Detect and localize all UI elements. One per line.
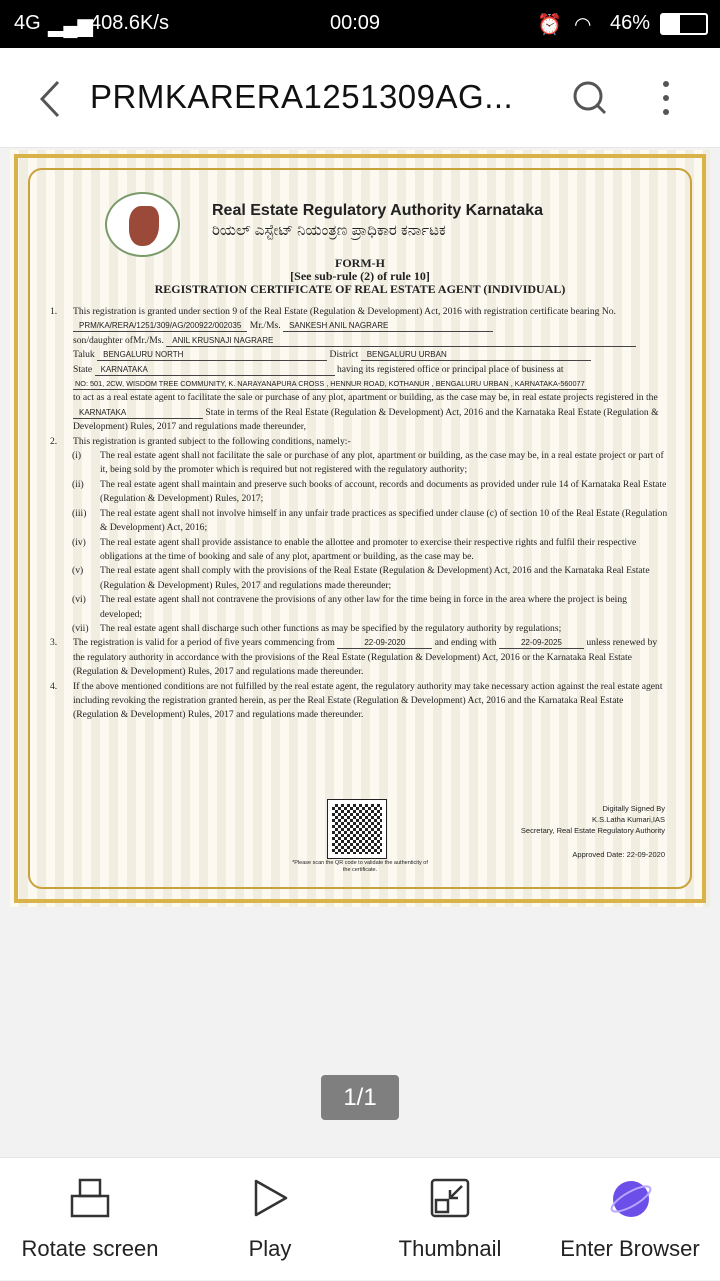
- agent-name: SANKESH ANIL NAGRARE: [283, 320, 493, 332]
- district: BENGALURU URBAN: [361, 349, 591, 361]
- label: son/daughter ofMr./Ms.: [73, 334, 164, 346]
- condition-text: The real estate agent shall provide assistance to enable the allottee and promoter to exercise their respective rights and fulfil their respective obligations at the time of booking and sale of any plot, apartment or building, as the case may be.: [100, 536, 637, 562]
- clause-4: 4. If the above mentioned conditions are not fulfilled by the real estate agent, the regulatory authority may take necessary action against the real estate agent including revoking the registration granted herein, as per the Real Estate (Regulation & Development) Act, 2016 and the Karnataka Real Estate (Regulation & Development) Rules, 2017 and regulations made thereunder.: [50, 680, 663, 721]
- condition-ii: [50, 478, 670, 507]
- condition-text: The real estate agent shall maintain and preserve such books of account, records and documents as provided under rule 14 of Karnataka Real Estate (Regulation & Development) Rules, 2017;: [100, 478, 667, 505]
- taluk: BENGALURU NORTH: [97, 349, 327, 361]
- clock: 00:09: [330, 12, 381, 34]
- condition-text: The real estate agent shall not involve himself in any unfair trade practices as specified under clause (c) of section 10 of the Real Estate (Regulation & Development) Act, 2016;: [100, 507, 668, 534]
- condition-iv: [50, 536, 670, 565]
- play-icon: [250, 1178, 290, 1218]
- qr-code: [328, 800, 386, 858]
- clause-text: If the above mentioned conditions are not fulfilled by the real estate agent, the regulatory authority may take necessary action against the real estate agent including revoking the registration granted herein, as per the Real Estate (Regulation & Development) Act, 2016 and the Karnataka Real Estate (Regulation & Development) Rules, 2017 and regulations made thereunder.: [73, 680, 663, 721]
- signer-name: K.S.Latha Kumari,IAS: [592, 815, 665, 824]
- condition-vi: [50, 593, 670, 622]
- condition-number: (vi): [72, 594, 86, 606]
- signature-block: [521, 803, 665, 836]
- thumbnail-icon: [430, 1178, 470, 1218]
- search-icon[interactable]: [572, 80, 608, 116]
- registered-state: KARNATAKA: [73, 407, 203, 419]
- authority-name: Real Estate Regulatory Authority Karnataka: [212, 202, 544, 219]
- clause-text: to act as a real estate agent to facilitate the sale or purchase of any plot, apartment or building, as the case may be, in real estate projects registered in the: [73, 392, 658, 404]
- condition-number: (v): [72, 565, 84, 577]
- condition-text: The real estate agent shall discharge such other functions as may be specified by the regulatory authority by regulations;: [100, 622, 562, 634]
- rotate-screen-button[interactable]: [0, 1158, 180, 1281]
- certificate-heading: REGISTRATION CERTIFICATE OF REAL ESTATE AGENT (INDIVIDUAL): [154, 282, 566, 296]
- rotate-screen-label: Rotate screen: [21, 1236, 159, 1261]
- bottom-toolbar: [0, 1157, 720, 1280]
- app-bar: [0, 48, 720, 148]
- network-speed: 408.6K/s: [90, 12, 169, 34]
- clause-text: unless renewed by the regulatory authority in accordance with the provisions of the Real Estate (Regulation & Development) Act, 2016 or the Karnataka Real Estate (Regulation & Development) Rules, 2017 and regulations made thereunder.: [73, 637, 658, 678]
- condition-number: (ii): [72, 478, 84, 490]
- condition-number: (iii): [72, 507, 87, 519]
- approved-date: Approved Date: 22-09-2020: [572, 850, 665, 859]
- qr-note: *Please scan the QR code to validate the authenticity of the certificate.: [292, 860, 428, 873]
- state: KARNATAKA: [95, 364, 335, 376]
- form-title: FORM-H: [335, 256, 385, 270]
- wifi-icon: ◠: [574, 14, 592, 36]
- condition-text: The real estate agent shall not facilitate the sale or purchase of any plot, apartment or building, as the case may be, in a real estate project or part of it, being sold by the promoter which is required but not registered with the regulatory authority;: [100, 450, 664, 476]
- condition-iii: [50, 507, 670, 536]
- label: State: [73, 363, 93, 375]
- thumbnail-button[interactable]: [360, 1158, 540, 1281]
- label: District: [329, 349, 359, 361]
- business-address: NO: 501, 2CW, WISDOM TREE COMMUNITY, K. NARAYANAPURA CROSS , HENNUR ROAD, KOTHANUR , BENGALURU URBAN , KARNATAKA-560077: [75, 379, 585, 389]
- document-title: PRMKARERA1251309AG...: [90, 78, 514, 115]
- clause-2: 2. This registration is granted subject to the following conditions, namely:-: [50, 435, 351, 447]
- clause-text: This registration is granted subject to the following conditions, namely:-: [73, 435, 351, 447]
- clause-3: 3. The registration is valid for a period of five years commencing from 22-09-2020 and ending with 22-09-2025 unless renewed by the regulatory authority in accordance with the provisions of the Real Estate (Regulation & Development) Act, 2016 or the Karnataka Real Estate (Regulation & Development) Rules, 2017 and regulations made thereunder.: [50, 637, 658, 678]
- authority-name-kannada: ರಿಯಲ್ ಎಸ್ಟೇಟ್ ನಿಯಂತ್ರಣ ಪ್ರಾಧಿಕಾರ ಕರ್ನಾಟಕ: [212, 222, 446, 239]
- play-button[interactable]: [180, 1158, 360, 1281]
- enter-browser-button[interactable]: [540, 1158, 720, 1281]
- condition-i: [50, 449, 670, 478]
- form-rule: [See sub-rule (2) of rule 10]: [290, 269, 430, 283]
- valid-from: 22-09-2020: [337, 637, 432, 649]
- condition-number: (iv): [72, 536, 86, 548]
- thumbnail-label: Thumbnail: [398, 1236, 502, 1261]
- play-label: Play: [248, 1236, 292, 1261]
- alarm-icon: ⏰: [537, 14, 562, 36]
- condition-text: The real estate agent shall not contravene the provisions of any other law for the time being in force in the area where the project is being developed;: [100, 594, 627, 620]
- registration-number: PRM/KA/RERA/1251/309/AG/200922/002035: [73, 320, 247, 332]
- signed-by: Digitally Signed By: [602, 804, 665, 813]
- condition-v: [50, 564, 670, 593]
- certificate-body: [50, 305, 670, 723]
- signer-title: Secretary, Real Estate Regulatory Authority: [520, 826, 665, 835]
- clause-text: The registration is valid for a period of five years commencing from: [73, 637, 335, 649]
- clause-text: and ending with: [434, 637, 497, 649]
- battery-icon: [660, 13, 708, 35]
- battery-percent: 46%: [610, 12, 651, 34]
- label: having its registered office or principal place of business at: [337, 363, 564, 375]
- page-indicator: 1/1: [321, 1075, 399, 1120]
- clause-text: State in terms of the Real Estate (Regulation & Development) Act, 2016 and the Karnataka Real Estate (Regulation & Development) Rules, 2017 and regulations made thereunder,: [73, 406, 659, 433]
- signal-icon: ▂▄▆: [48, 15, 93, 37]
- status-bar: [0, 0, 720, 48]
- rotate-screen-icon: [70, 1178, 110, 1218]
- condition-number: (vii): [72, 622, 89, 634]
- condition-vii: [50, 622, 670, 636]
- condition-text: The real estate agent shall comply with the provisions of the Real Estate (Regulation & Development) Act, 2016 and the Karnataka Real Estate (Regulation & Development) Rules, 2017 and regulations made thereunder;: [100, 565, 650, 591]
- label: Mr./Ms.: [249, 320, 281, 332]
- parent-name: ANIL KRUSNAJI NAGRARE: [166, 335, 636, 347]
- condition-number: (i): [72, 450, 82, 462]
- clause-1: 1. This registration is granted under section 9 of the Real Estate (Regulation & Development) Act, 2016 with registration certificate bearing No. PRM/KA/RERA/1251/309/AG/200922/002035 Mr./Ms. SANKESH ANIL NAGRARE son/daughter ofMr./Ms. ANIL KRUSNAJI NAGRARE Taluk BENGALURU NORTH District BENGALURU URBAN State KARNATAKA having its registered office or principal place of business at NO: 501, 2CW, WISDOM TREE COMMUNITY, K. NARAYANAPURA CROSS , HENNUR ROAD, KOTHANUR , BENGALURU URBAN , KARNATAKA-560077 to act as a real estate agent to facilitate the sale or purchase of any plot, apartment or building, as the case may be, in real estate projects registered in the KARNATAKA State in terms of the Real Estate (Regulation & Development) Act, 2016 and the Karnataka Real Estate (Regulation & Development) Rules, 2017 and regulations made thereunder,: [50, 306, 659, 433]
- enter-browser-label: Enter Browser: [560, 1236, 700, 1261]
- rera-karnataka-logo: [105, 192, 180, 257]
- certificate-page: [10, 150, 710, 907]
- more-icon[interactable]: [660, 80, 672, 116]
- label: Taluk: [73, 349, 95, 361]
- network-type: 4G: [14, 12, 41, 34]
- browser-planet-icon: [610, 1178, 652, 1220]
- back-icon[interactable]: [38, 80, 62, 118]
- valid-to: 22-09-2025: [499, 637, 584, 649]
- clause-text: This registration is granted under section 9 of the Real Estate (Regulation & Development) Act, 2016 with registration certificate bearing No.: [73, 306, 616, 317]
